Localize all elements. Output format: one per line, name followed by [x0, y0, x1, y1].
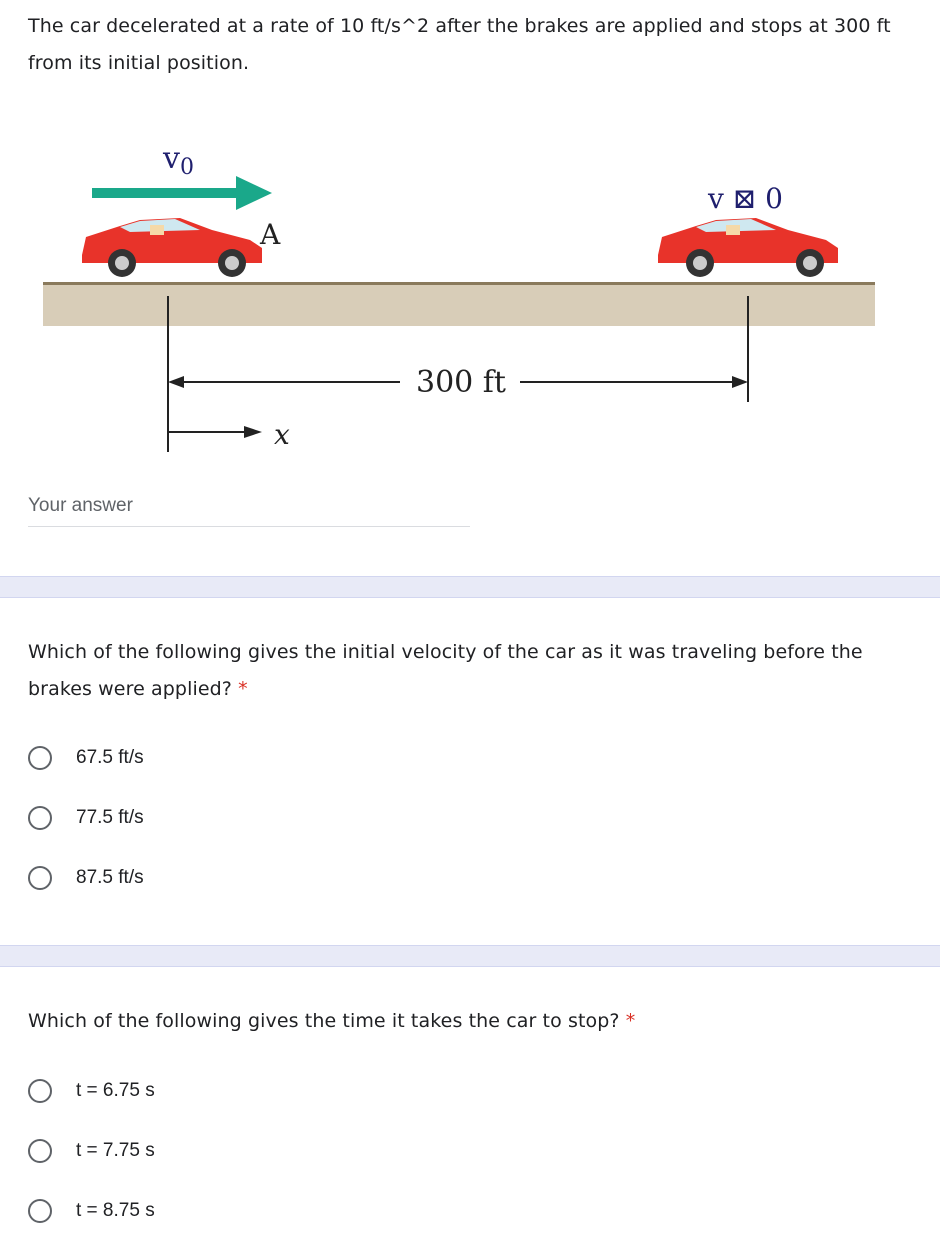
- velocity-arrow: [92, 176, 272, 210]
- car-stopped: [658, 218, 838, 277]
- radio-button[interactable]: [28, 1079, 52, 1103]
- car-initial: [82, 218, 262, 277]
- q3-option-1[interactable]: t = 6.75 s: [28, 1076, 155, 1106]
- point-a-label: A: [260, 218, 281, 251]
- section-divider: [0, 576, 940, 598]
- required-asterisk: *: [238, 678, 248, 700]
- required-asterisk: *: [625, 1010, 636, 1032]
- section-divider: [0, 945, 940, 967]
- radio-button[interactable]: [28, 866, 52, 890]
- final-velocity-label: v ⊠ 0: [708, 182, 783, 215]
- v0-label: $v_0$: [163, 141, 194, 180]
- distance-label: 300 ft: [416, 365, 506, 400]
- radio-button[interactable]: [28, 746, 52, 770]
- radio-button[interactable]: [28, 1199, 52, 1223]
- x-label: x: [274, 418, 290, 451]
- answer-underline: [28, 526, 470, 527]
- question-1-text: The car decelerated at a rate of 10 ft/s^2 after the brakes are applied and stops at 300 ft from its initial position.: [28, 15, 891, 74]
- car-braking-figure: [0, 130, 940, 470]
- question-2-text: Which of the following gives the initial velocity of the car as it was traveling before the brakes were applied? *: [28, 641, 863, 700]
- question-3-text: Which of the following gives the time it takes the car to stop? *: [28, 1010, 636, 1032]
- q2-option-3[interactable]: 87.5 ft/s: [28, 863, 144, 893]
- answer-input[interactable]: Your answer: [28, 495, 133, 516]
- radio-button[interactable]: [28, 806, 52, 830]
- q3-option-3[interactable]: t = 8.75 s: [28, 1196, 155, 1226]
- q2-option-2[interactable]: 77.5 ft/s: [28, 803, 144, 833]
- radio-button[interactable]: [28, 1139, 52, 1163]
- q3-option-2[interactable]: t = 7.75 s: [28, 1136, 155, 1166]
- q2-option-1[interactable]: 67.5 ft/s: [28, 743, 144, 773]
